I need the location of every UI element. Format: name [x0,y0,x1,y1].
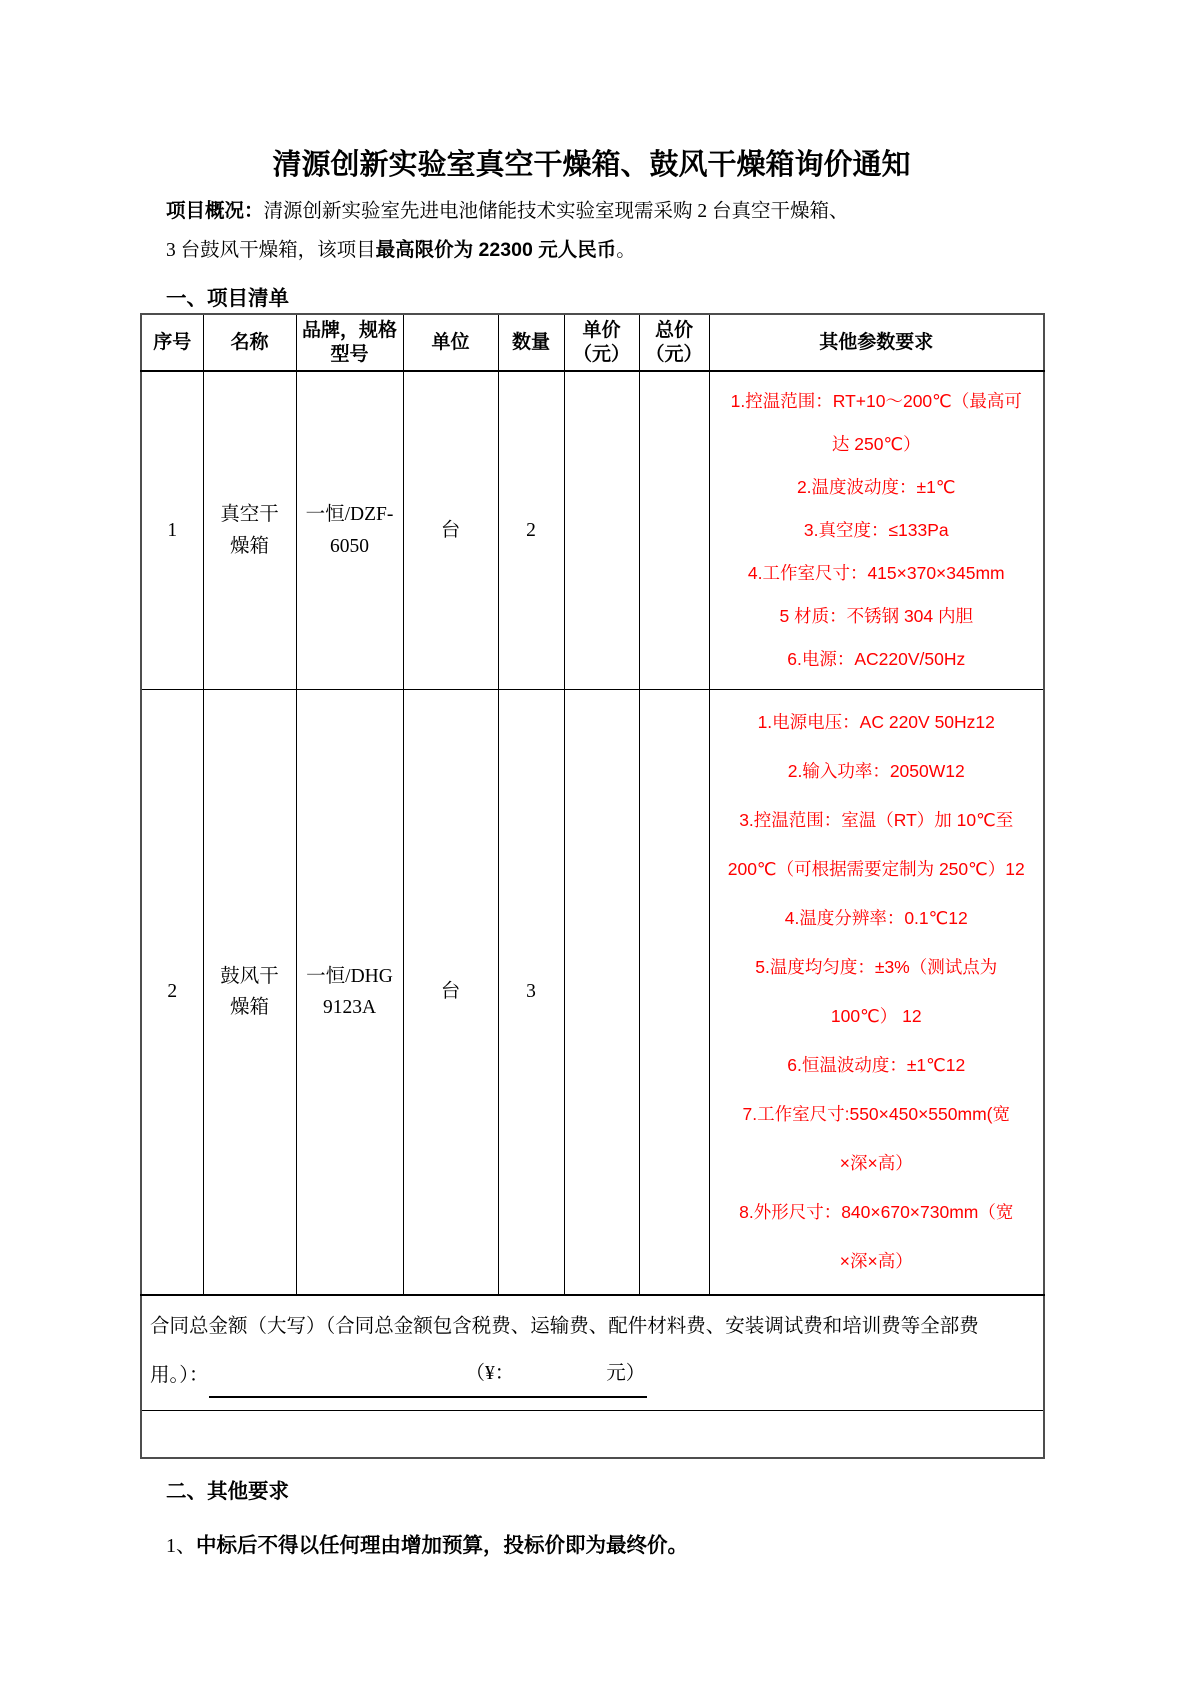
contract-total-text-line2 [150,1352,1035,1398]
params-cell [709,371,1044,690]
yuan-label: 元） [604,1352,647,1398]
unit-price-cell [564,371,639,690]
param-line: 2.输入功率：2050W12 [787,761,965,781]
amount-in-figures-blank [516,1372,604,1398]
header-unit-price: 单价（元） [564,314,639,371]
contract-total-text-line1: 合同总金额（大写）（合同总金额包含税费、运输费、配件材料费、安装调试费和培训费等全部费 [150,1316,979,1337]
table-row [141,690,1044,1296]
brand-cell: 一恒/DZF-6050 [296,371,403,690]
header-serial: 序号 [141,314,203,371]
contract-total-cell [141,1295,1044,1411]
qty-cell: 3 [498,690,564,1296]
contract-line2-prefix: 用。）： [150,1365,209,1386]
header-brand-model: 品牌，规格型号 [296,314,403,371]
header-quantity: 数量 [498,314,564,371]
param-line: ×深×高） [839,1153,913,1173]
requirement-text: 中标后不得以任何理由增加预算，投标价即为最终价。 [196,1534,688,1557]
table-header-row [141,314,1044,371]
overview-line1: 清源创新实验室先进电池储能技术实验室现需采购 2 台真空干燥箱、 [263,201,849,222]
serial-cell: 1 [141,371,203,690]
header-total-price: 总价（元） [639,314,709,371]
param-line: ×深×高） [839,1251,913,1271]
brand-cell: 一恒/DHG 9123A [296,690,403,1296]
unit-price-cell [564,690,639,1296]
section-heading-item-list: 一、项目清单 [166,287,289,310]
overview-price-limit: 最高限价为 22300 元人民币 [375,239,617,261]
param-line: 1.电源电压：AC 220V 50Hz12 [757,712,995,732]
table-row [141,371,1044,690]
param-line: 5.温度均匀度：±3%（测试点为 [755,957,998,977]
header-other-params: 其他参数要求 [709,314,1044,371]
name-cell: 真空干燥箱 [203,371,296,690]
param-line: 3.控温范围：室温（RT）加 10℃至 [739,810,1014,830]
param-line: 8.外形尺寸：840×670×730mm（宽 [739,1202,1014,1222]
requirement-number: 1、 [166,1535,196,1557]
param-line: 6.恒温波动度：±1℃12 [787,1055,966,1075]
serial-cell: 2 [141,690,203,1296]
overview-label: 项目概况： [166,200,264,222]
param-line: 7.工作室尺寸:550×450×550mm(宽 [742,1104,1010,1124]
items-table [140,313,1045,1459]
param-line: 200℃（可根据需要定制为 250℃）12 [727,859,1025,879]
param-line: 4.工作室尺寸：415×370×345mm [747,563,1005,583]
param-line: 6.电源：AC220V/50Hz [787,649,966,669]
unit-cell: 台 [403,690,498,1296]
param-line: 达 250℃） [831,434,921,454]
section-heading-other-requirements: 二、其他要求 [166,1480,289,1503]
param-line: 5 材质：不锈钢 304 内胆 [779,606,974,626]
empty-cell [141,1411,1044,1458]
param-line: 3.真空度：≤133Pa [803,520,949,540]
param-line: 1.控温范围：RT+10～200℃（最高可 [730,391,1022,411]
qty-cell: 2 [498,371,564,690]
total-price-cell [639,371,709,690]
header-name: 名称 [203,314,296,371]
param-line: 100℃） 12 [830,1006,922,1026]
document-title: 清源创新实验室真空干燥箱、鼓风干燥箱询价通知 [272,149,911,181]
total-price-cell [639,690,709,1296]
overview-line2-start: 3 台鼓风干燥箱，该项目 [166,240,376,261]
currency-symbol-label: （¥： [464,1352,517,1398]
param-line: 2.温度波动度：±1℃ [796,477,956,497]
param-line: 4.温度分辨率：0.1℃12 [784,908,968,928]
contract-total-row [141,1295,1044,1411]
unit-cell: 台 [403,371,498,690]
params-cell [709,690,1044,1296]
overview-line2-end: 。 [616,240,636,261]
empty-row [141,1411,1044,1458]
header-unit: 单位 [403,314,498,371]
amount-in-words-blank [209,1372,464,1398]
name-cell: 鼓风干燥箱 [203,690,296,1296]
requirement-item [166,1528,688,1558]
project-overview [166,192,1046,270]
